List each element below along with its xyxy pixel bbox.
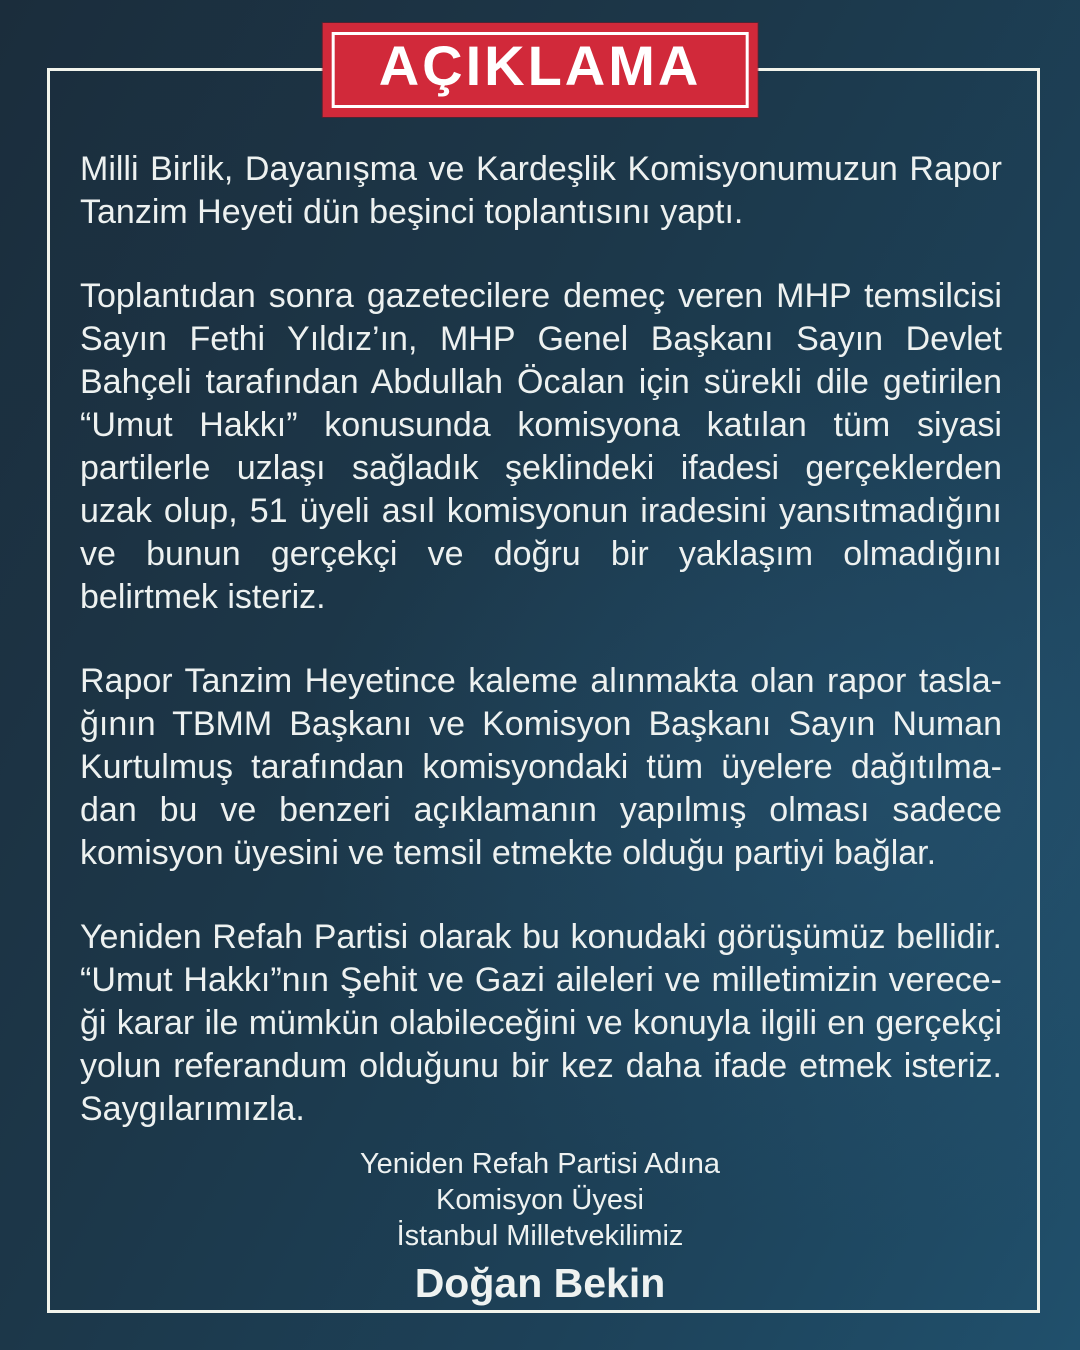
statement-paragraph	[80, 275, 1002, 619]
statement-line: “Umut Hakkı” konusunda komisyona katılan tüm siyasi	[80, 406, 1002, 444]
statement-line: Kurtulmuş tarafından komisyondaki tüm üyelere dağıtılma-	[80, 748, 1002, 786]
signature-lines	[0, 1146, 1080, 1254]
statement-line: ğının TBMM Başkanı ve Komisyon Başkanı Sayın Numan	[80, 705, 1002, 743]
statement-line: yolun referandum olduğunu bir kez daha ifade etmek isteriz.	[80, 1047, 1002, 1085]
statement-line: Milli Birlik, Dayanışma ve Kardeşlik Komisyonumuzun Rapor	[80, 150, 1002, 188]
statement-line: Bahçeli tarafından Abdullah Öcalan için sürekli dile getirilen	[80, 363, 1002, 401]
signature-line: İstanbul Milletvekilimiz	[396, 1220, 684, 1252]
statement-line: partilerle uzlaşı sağladık şeklindeki ifadesi gerçeklerden	[80, 449, 1002, 487]
statement-line: “Umut Hakkı”nın Şehit ve Gazi aileleri ve milletimizin verece-	[80, 961, 1002, 999]
statement-body	[80, 148, 1002, 1172]
statement-line: Tanzim Heyeti dün beşinci toplantısını yaptı.	[80, 193, 744, 231]
statement-line: Saygılarımızla.	[80, 1090, 305, 1128]
statement-line: Yeniden Refah Partisi olarak bu konudaki görüşümüz bellidir.	[80, 918, 1002, 956]
statement-line: komisyon üyesini ve temsil etmekte olduğu partiyi bağlar.	[80, 834, 937, 872]
title-banner	[323, 23, 758, 117]
statement-line: ve bunun gerçekçi ve doğru bir yaklaşım olmadığını	[80, 535, 1002, 573]
statement-paragraph	[80, 660, 1002, 875]
banner-title: AÇIKLAMA	[378, 34, 702, 97]
title-banner-inner-border	[332, 32, 749, 108]
statement-line: uzak olup, 51 üyeli asıl komisyonun iradesini yansıtmadığını	[80, 492, 1002, 530]
statement-line: Sayın Fethi Yıldız’ın, MHP Genel Başkanı Sayın Devlet	[80, 320, 1002, 358]
signature-block	[0, 1146, 1080, 1306]
statement-line: belirtmek isteriz.	[80, 578, 326, 616]
statement-line: Toplantıdan sonra gazetecilere demeç veren MHP temsilcisi	[80, 277, 1002, 315]
statement-paragraph	[80, 916, 1002, 1131]
statement-line: ği karar ile mümkün olabileceğini ve konuyla ilgili en gerçekçi	[80, 1004, 1002, 1042]
statement-paragraph	[80, 148, 1002, 234]
statement-line: dan bu ve benzeri açıklamanın yapılmış olması sadece	[80, 791, 1002, 829]
signatory-name: Doğan Bekin	[414, 1260, 666, 1306]
signature-line: Komisyon Üyesi	[436, 1184, 644, 1216]
statement-line: Rapor Tanzim Heyetince kaleme alınmakta olan rapor tasla-	[80, 662, 1002, 700]
signature-line: Yeniden Refah Partisi Adına	[359, 1148, 721, 1180]
